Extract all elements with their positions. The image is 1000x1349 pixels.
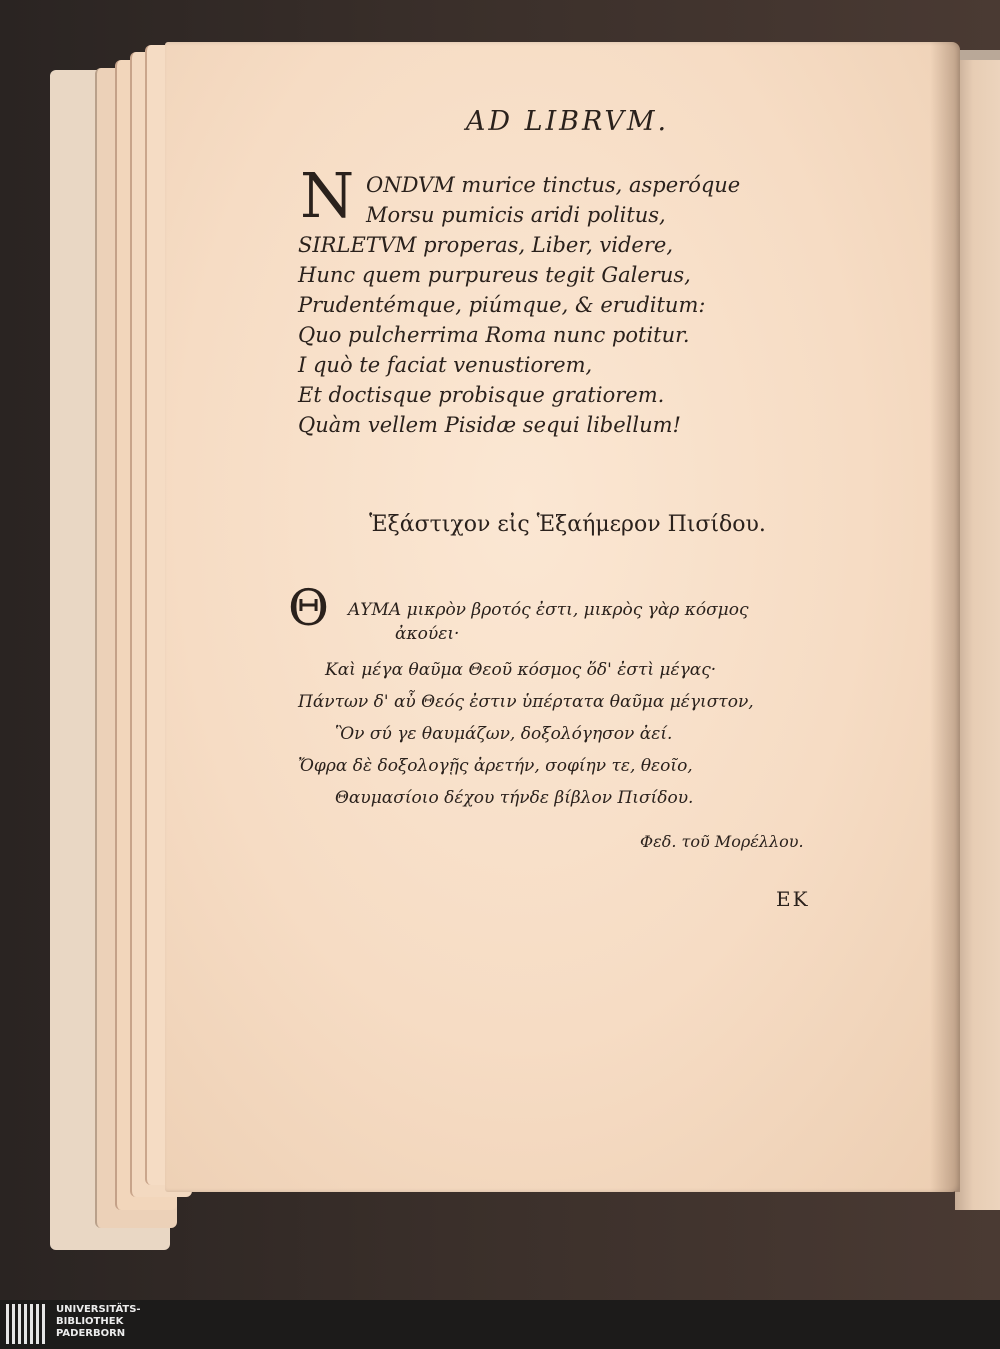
footer-bar: [0, 1300, 1000, 1349]
page-heading: AD LIBRVM.: [465, 106, 670, 137]
greek-drop-cap: Θ: [288, 579, 329, 637]
poem-line: Prudentémque, piúmque, & eruditum:: [298, 293, 706, 317]
poem-line: Hunc quem purpureus tegit Galerus,: [298, 263, 691, 287]
poem-line: Quo pulcherrima Roma nunc potitur.: [298, 323, 690, 347]
greek-line: Πάντων δ' αὖ Θεός ἐστιν ὑπέρτατα θαῦμα μέγιστον,: [298, 692, 754, 712]
poem-line: Et doctisque probisque gratiorem.: [298, 383, 665, 407]
poem-line: Quàm vellem Pisidæ sequi libellum!: [298, 413, 681, 437]
greek-title: Ἑξάστιχον εἰς Ἑξαήμερον Πισίδου.: [369, 512, 766, 537]
poem-line: I quò te faciat venustiorem,: [298, 353, 593, 377]
greek-line: ΑΥΜΑ μικρὸν βροτός ἐστι, μικρὸς γὰρ κόσμος: [348, 600, 749, 620]
library-logo-icon: [6, 1304, 50, 1344]
latin-poem: [298, 170, 858, 440]
catchword: EK: [776, 887, 810, 911]
greek-line: Θαυμασίοιο δέχου τήνδε βίβλον Πισίδου.: [335, 788, 694, 808]
greek-line: Ὄφρα δὲ δοξολογῇς ἀρετήν, σοφίην τε, θεοῖο,: [298, 756, 693, 776]
signature: Φεδ. τοῦ Μορέλλου.: [640, 832, 804, 851]
greek-line: Καὶ μέγα θαῦμα Θεοῦ κόσμος ὅδ' ἐστὶ μέγας·: [325, 660, 717, 680]
library-name: UNIVERSITÄTS- BIBLIOTHEK PADERBORN: [56, 1304, 141, 1339]
greek-line: Ὃν σύ γε θαυμάζων, δοξολόγησον ἀεί.: [335, 724, 673, 744]
greek-line: ἀκούει·: [395, 624, 460, 644]
facing-page: [955, 60, 1000, 1210]
page-gutter-shadow: [930, 42, 960, 1192]
latin-drop-cap: N: [300, 159, 355, 232]
poem-line: Morsu pumicis aridi politus,: [366, 203, 666, 227]
poem-line: ONDVM murice tinctus, asperóque: [366, 173, 741, 197]
poem-line: SIRLETVM properas, Liber, videre,: [298, 233, 674, 257]
